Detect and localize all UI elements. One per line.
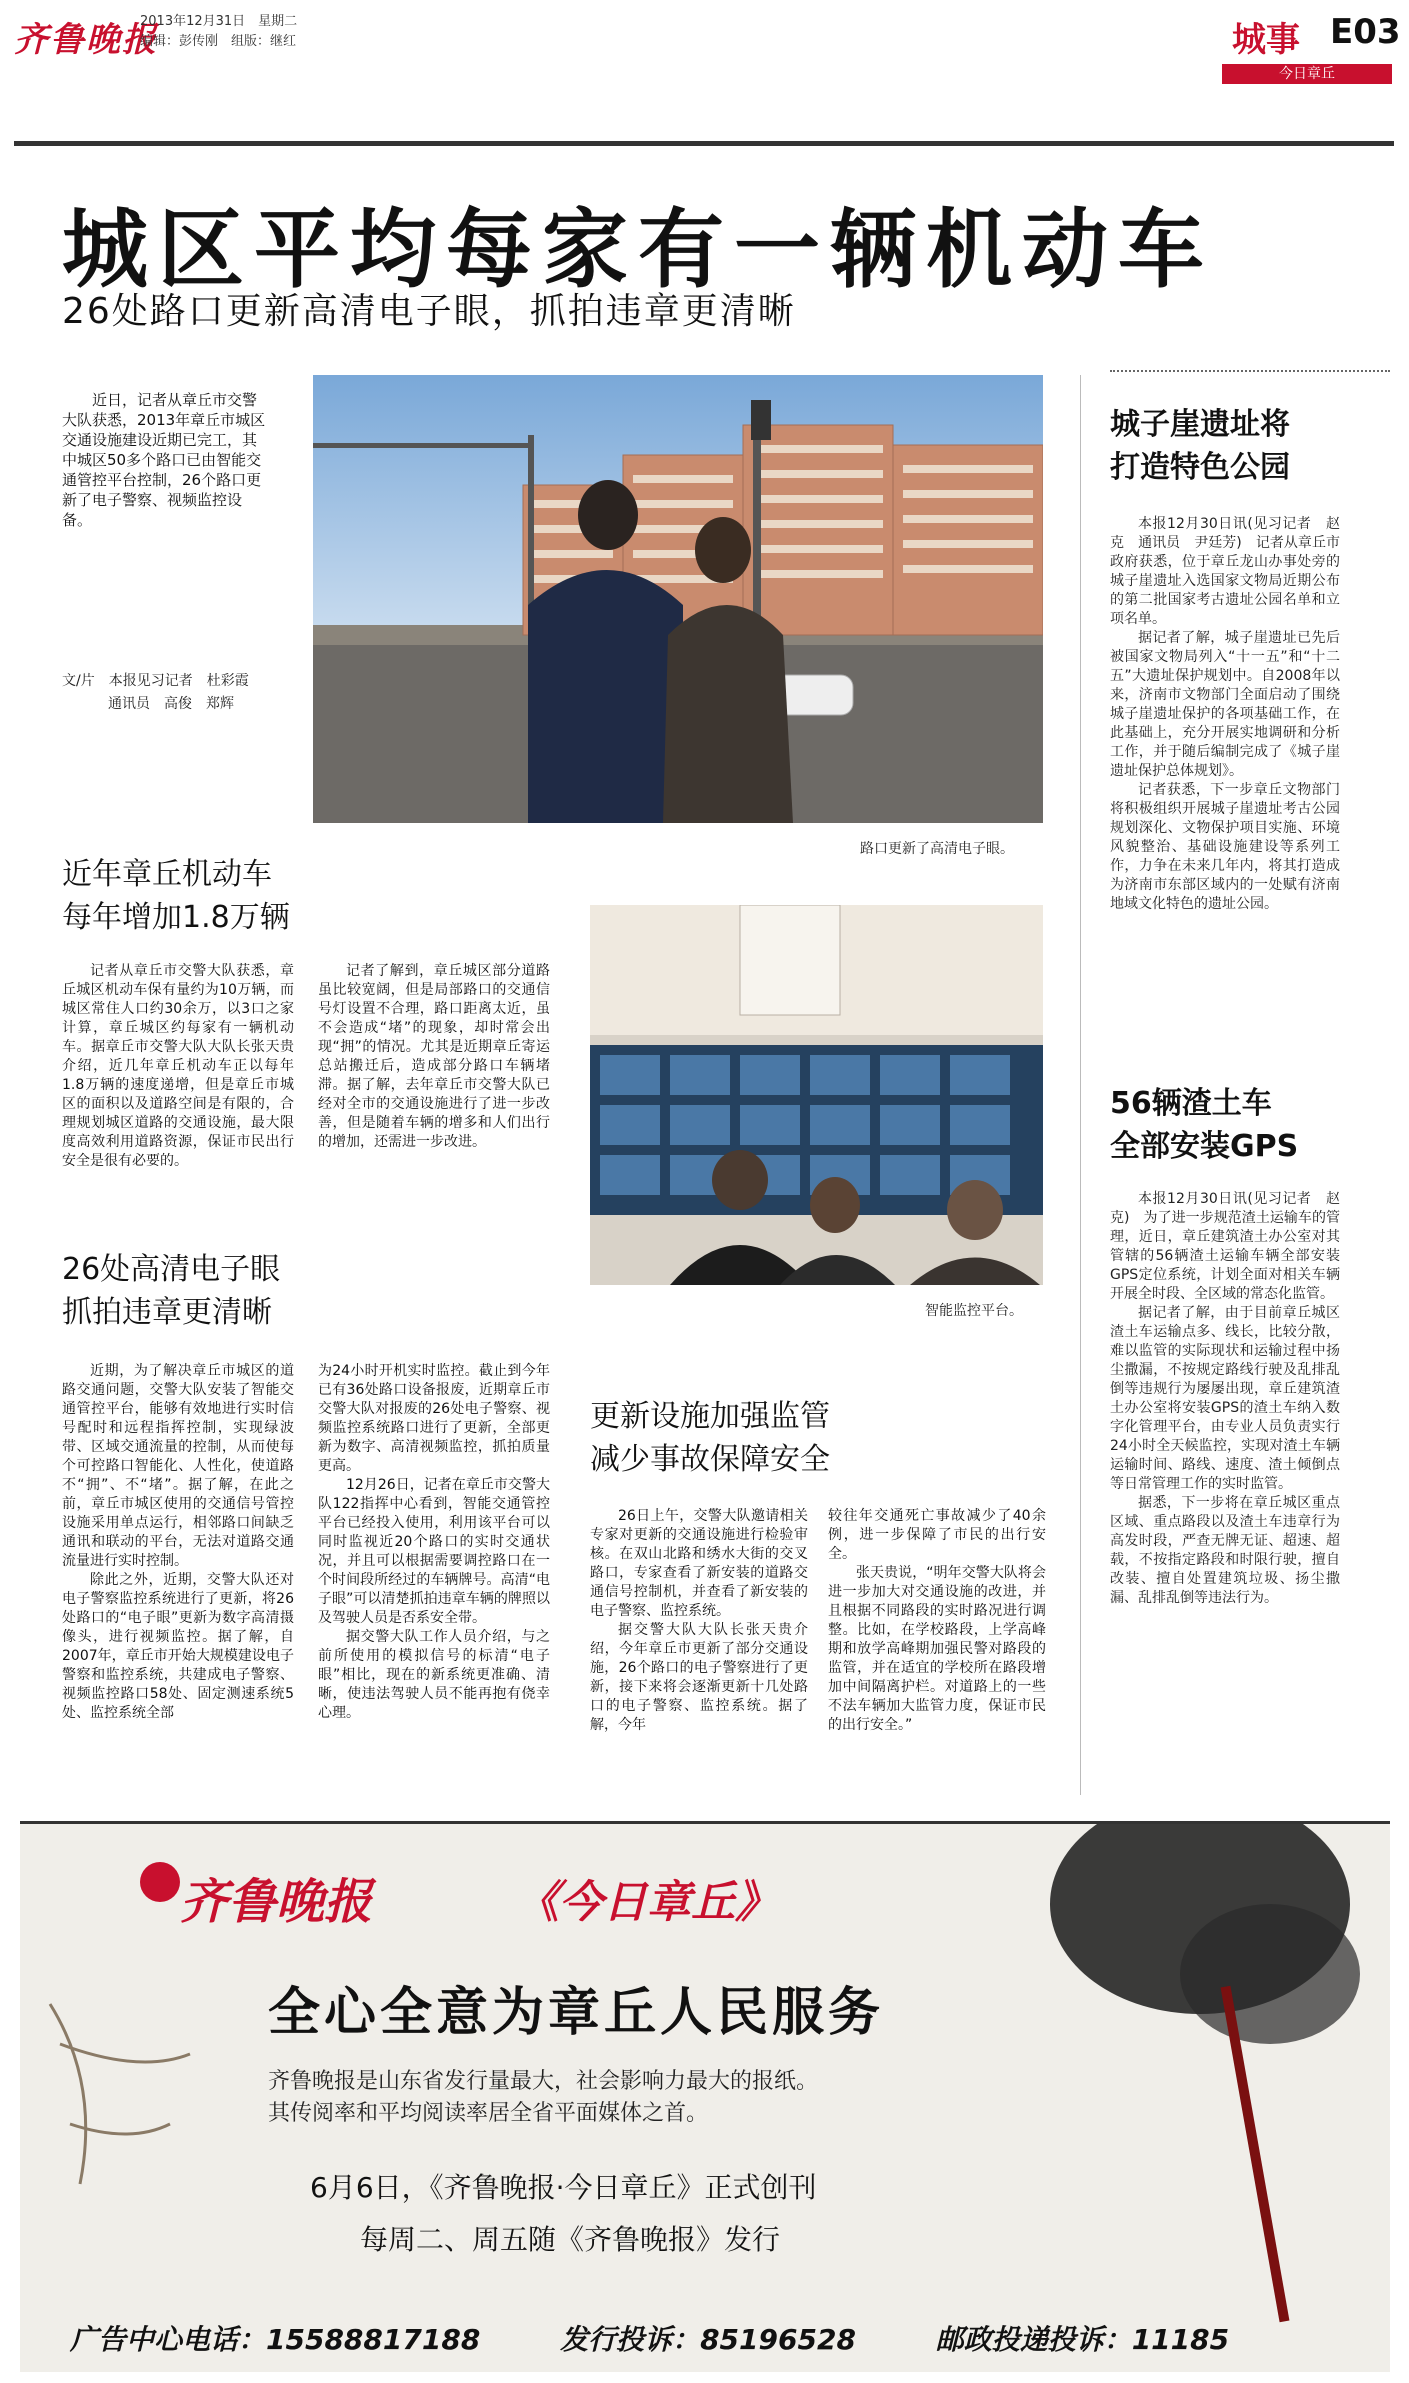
side1-heading: [1110, 403, 1290, 489]
sec2-col2-para2: 12月26日，记者在章丘市交警大队122指挥中心看到，智能交通管控平台已经投入使用，利用该平台可以同时监视近20个路口的实时交通状况，并且可以根据需要调控路口在一个时间段所经过的车辆牌号。高清“电子眼”可以清楚抓拍违章车辆的牌照以及驾驶人员是否系安全带。: [318, 1477, 550, 1626]
lead-paragraph: 近日，记者从章丘市交警大队获悉，2013年章丘市城区交通设施建设近期已完工，其中城区50多个路口已由智能交通管控平台控制，26个路口更新了电子警察、视频监控设备。: [62, 391, 266, 529]
sec3-heading: [590, 1395, 830, 1481]
sec2-col1-para2: 除此之外，近期，交警大队还对电子警察监控系统进行了更新，将26处路口的“电子眼”更新为数字高清摄像头，进行视频监控。据了解，自2007年，章丘市开始大规模建设电子警察和监控系统，共建成电子警察、视频监控路口58处、固定测速系统5处、监控系统全部: [62, 1572, 294, 1721]
side2-heading: [1110, 1082, 1298, 1168]
sec2-col2: [318, 1362, 550, 1723]
monitor-photo: [590, 905, 1043, 1285]
side1-title-line1: 城子崖遗址将: [1110, 407, 1290, 442]
monitor-photo-illustration: [590, 905, 1043, 1285]
street-photo-illustration: [313, 375, 1043, 823]
photo2-caption: 智能监控平台。: [925, 1303, 1023, 1319]
sec2-col1-para1: 近期，为了解决章丘市城区的道路交通问题，交警大队安装了智能交通管控平台，能够有效地进行实时信号配时和远程指挥控制，实现绿波带、区域交通流量的控制，从而使每个可控路口智能化、人性化，使道路不“拥”、不“堵”。据了解，在此之前，章丘市城区使用的交通信号管控设施采用单点运行，相邻路口间缺乏通讯和联动的平台，无法对道路交通流量进行实时控制。: [62, 1363, 294, 1569]
sidebar-divider: [1080, 375, 1081, 1795]
ad-launch-info: [310, 2162, 817, 2266]
side1-para1: 本报12月30日讯(见习记者 赵克 通讯员 尹廷芳) 记者从章丘市政府获悉，位于章丘龙山办事处旁的城子崖遗址入选国家文物局近期公布的第二批国家考古遗址公园名单和立项名单。: [1110, 516, 1340, 627]
ad-logo: 齐鲁晚报: [180, 1874, 373, 1930]
sec1-heading: [62, 853, 290, 939]
street-photo: [313, 375, 1043, 823]
ad-desc-line1: 齐鲁晚报是山东省发行量最大，社会影响力最大的报纸。: [268, 2069, 819, 2094]
ad-contact: [70, 2318, 1299, 2358]
sec3-col1-para2: 据交警大队大队长张天贵介绍，今年章丘市更新了部分交通设施，26个路口的电子警察进行了更新，接下来将会逐渐更新十几处路口的电子警察、监控系统。据了解，今年: [590, 1622, 808, 1733]
side1-para3: 记者获悉，下一步章丘文物部门将积极组织开展城子崖遗址考古公园规划深化、文物保护项目实施、环境风貌整治、基础设施建设等系列工作，力争在未来几年内，将其打造成为济南市东部区域内的一处赋有济南地域文化特色的遗址公园。: [1110, 782, 1340, 912]
subhead: 26处路口更新高清电子眼，抓拍违章更清晰: [62, 291, 796, 332]
side2-para2: 据记者了解，由于目前章丘城区渣土车运输点多、线长，比较分散，难以监管的实际现状和运输过程中扬尘撒漏，不按规定路线行驶及乱排乱倒等违规行为屡屡出现，章丘建筑渣土办公室将安装GPS的渣土车纳入数字化管理平台，由专业人员负责实行24小时全天候监控，实现对渣土车辆运输时间、路线、速度、渣土倾倒点等日常管理工作的实时监管。: [1110, 1305, 1340, 1492]
byline-line1: 文/片 本报见习记者 杜彩霞: [62, 673, 249, 689]
headline: 城区平均每家有一辆机动车: [62, 199, 1214, 300]
byline: [62, 670, 267, 716]
sec1-col1: 记者从章丘市交警大队获悉，章丘城区机动车保有量约为10万辆，而城区常住人口约30余万，以3口之家计算，章丘城区约每家有一辆机动车。据章丘市交警大队大队长张天贵介绍，近几年章丘机动车正以每年1.8万辆的速度递增，但是章丘市城区的面积以及道路空间是有限的，合理规划城区道路的交通设施，最大限度高效利用道路资源，保证市民出行安全是很有必要的。: [62, 963, 294, 1169]
sec2-col2-para1: 为24小时开机实时监控。截止到今年已有36处路口设备报废，近期章丘市交警大队对报废的26处电子警察、视频监控系统路口进行了更新，全部更新为数字、高清视频监控，抓拍质量更高。: [318, 1363, 550, 1474]
issue-meta: [140, 12, 297, 52]
top-rule: [14, 141, 1394, 146]
side2-body: [1110, 1190, 1340, 1608]
sec3-col2-para1: 较往年交通死亡事故减少了40余例，进一步保障了市民的出行安全。: [828, 1508, 1046, 1562]
sec1-title-line1: 近年章丘机动车: [62, 857, 272, 892]
ad-launch-line1: 6月6日，《齐鲁晚报·今日章丘》正式创刊: [310, 2171, 817, 2204]
sec2-title-line2: 抓拍违章更清晰: [62, 1295, 272, 1330]
sec2-title-line1: 26处高清电子眼: [62, 1252, 281, 1287]
side2-para1: 本报12月30日讯(见习记者 赵克) 为了进一步规范渣土运输车的管理，近日，章丘建筑渣土办公室对其管辖的56辆渣土运输车辆全部安装GPS定位系统，计划全面对相关车辆开展全时段、全区域的常态化监管。: [1110, 1191, 1340, 1302]
edition-label: 今日章丘: [1222, 64, 1392, 84]
byline-line2: 通讯员 高俊 郑辉: [108, 696, 234, 712]
photo1-caption: 路口更新了高清电子眼。: [860, 841, 1014, 857]
sec1-title-line2: 每年增加1.8万辆: [62, 900, 290, 935]
side1-para2: 据记者了解，城子崖遗址已先后被国家文物局列入“十一五”和“十二五”大遗址保护规划中。自2008年以来，济南市文物部门全面启动了围绕城子崖遗址保护的各项基础工作，在此基础上，充分开展实地调研和分析工作，并于随后编制完成了《城子崖遗址保护总体规划》。: [1110, 630, 1340, 779]
editor-credit: 编辑：彭传刚 组版：继红: [140, 34, 297, 49]
sec3-title-line2: 减少事故保障安全: [590, 1442, 830, 1477]
page-number: E03: [1330, 12, 1401, 52]
sec3-col2: [828, 1507, 1046, 1735]
side1-body: [1110, 515, 1340, 914]
sec2-heading: [62, 1248, 280, 1334]
ad-description: [268, 2066, 818, 2130]
sec1-col2: 记者了解到，章丘城区部分道路虽比较宽阔，但是局部路口的交通信号灯设置不合理，路口距离太近，虽不会造成“堵”的现象，却时常会出现“拥”的情况。尤其是近期章丘寄运总站搬迁后，造成部分路口车辆堵滞。据了解，去年章丘市交警大队已经对全市的交通设施进行了进一步改善，但是随着车辆的增多和人们出行的增加，还需进一步改进。: [318, 963, 550, 1150]
sec2-col1: [62, 1362, 294, 1723]
sec3-col1: [590, 1507, 808, 1735]
sec3-col2-para2: 张天贵说，“明年交警大队将会进一步加大对交通设施的改进，并且根据不同路段的实时路况进行调整。比如，在学校路段，上学高峰期和放学高峰期加强民警对路段的监管，并在适宜的学校所在路段增加中间隔离护栏。对道路上的一些不法车辆加大监管力度，保证市民的出行安全。”: [828, 1565, 1046, 1733]
sidebar-top-rule: [1110, 370, 1390, 372]
sec3-col1-para1: 26日上午，交警大队邀请相关专家对更新的交通设施进行检验审核。在双山北路和绣水大街的交叉路口，专家查看了新安装的道路交通信号控制机，并查看了新安装的电子警察、监控系统。: [590, 1508, 808, 1619]
ad-desc-line2: 其传阅率和平均阅读率居全省平面媒体之首。: [268, 2101, 709, 2126]
section-title: 城事: [1232, 20, 1300, 60]
ad-launch-line2: 每周二、周五随《齐鲁晚报》发行: [360, 2223, 781, 2256]
issue-date: 2013年12月31日 星期二: [140, 14, 298, 29]
side1-title-line2: 打造特色公园: [1110, 450, 1290, 485]
sec3-title-line1: 更新设施加强监管: [590, 1399, 830, 1434]
side2-title-line1: 56辆渣土车: [1110, 1086, 1272, 1121]
newspaper-logo: 齐鲁晚报: [14, 20, 158, 60]
sec2-col2-para3: 据交警大队工作人员介绍，与之前所使用的模拟信号的标清“电子眼”相比，现在的新系统更准确、清晰，使违法驾驶人员不能再抱有侥幸心理。: [318, 1629, 550, 1721]
ad-edition: 《今日章丘》: [515, 1877, 779, 1928]
ad-tel-distribution: 发行投诉：85196528: [560, 2323, 856, 2356]
side2-title-line2: 全部安装GPS: [1110, 1129, 1299, 1164]
ad-tel-postal: 邮政投递投诉：11185: [935, 2323, 1230, 2356]
ad-tel-advertising: 广告中心电话：15588817188: [70, 2323, 481, 2356]
ad-slogan: 全心全意为章丘人民服务: [268, 1983, 885, 2043]
side2-para3: 据悉，下一步将在章丘城区重点区域、重点路段以及渣土车违章行为高发时段，严查无牌无证、超速、超载，不按指定路段和时限行驶，擅自改装、擅自处置建筑垃圾、扬尘撒漏、乱排乱倒等违法行为。: [1110, 1495, 1340, 1606]
